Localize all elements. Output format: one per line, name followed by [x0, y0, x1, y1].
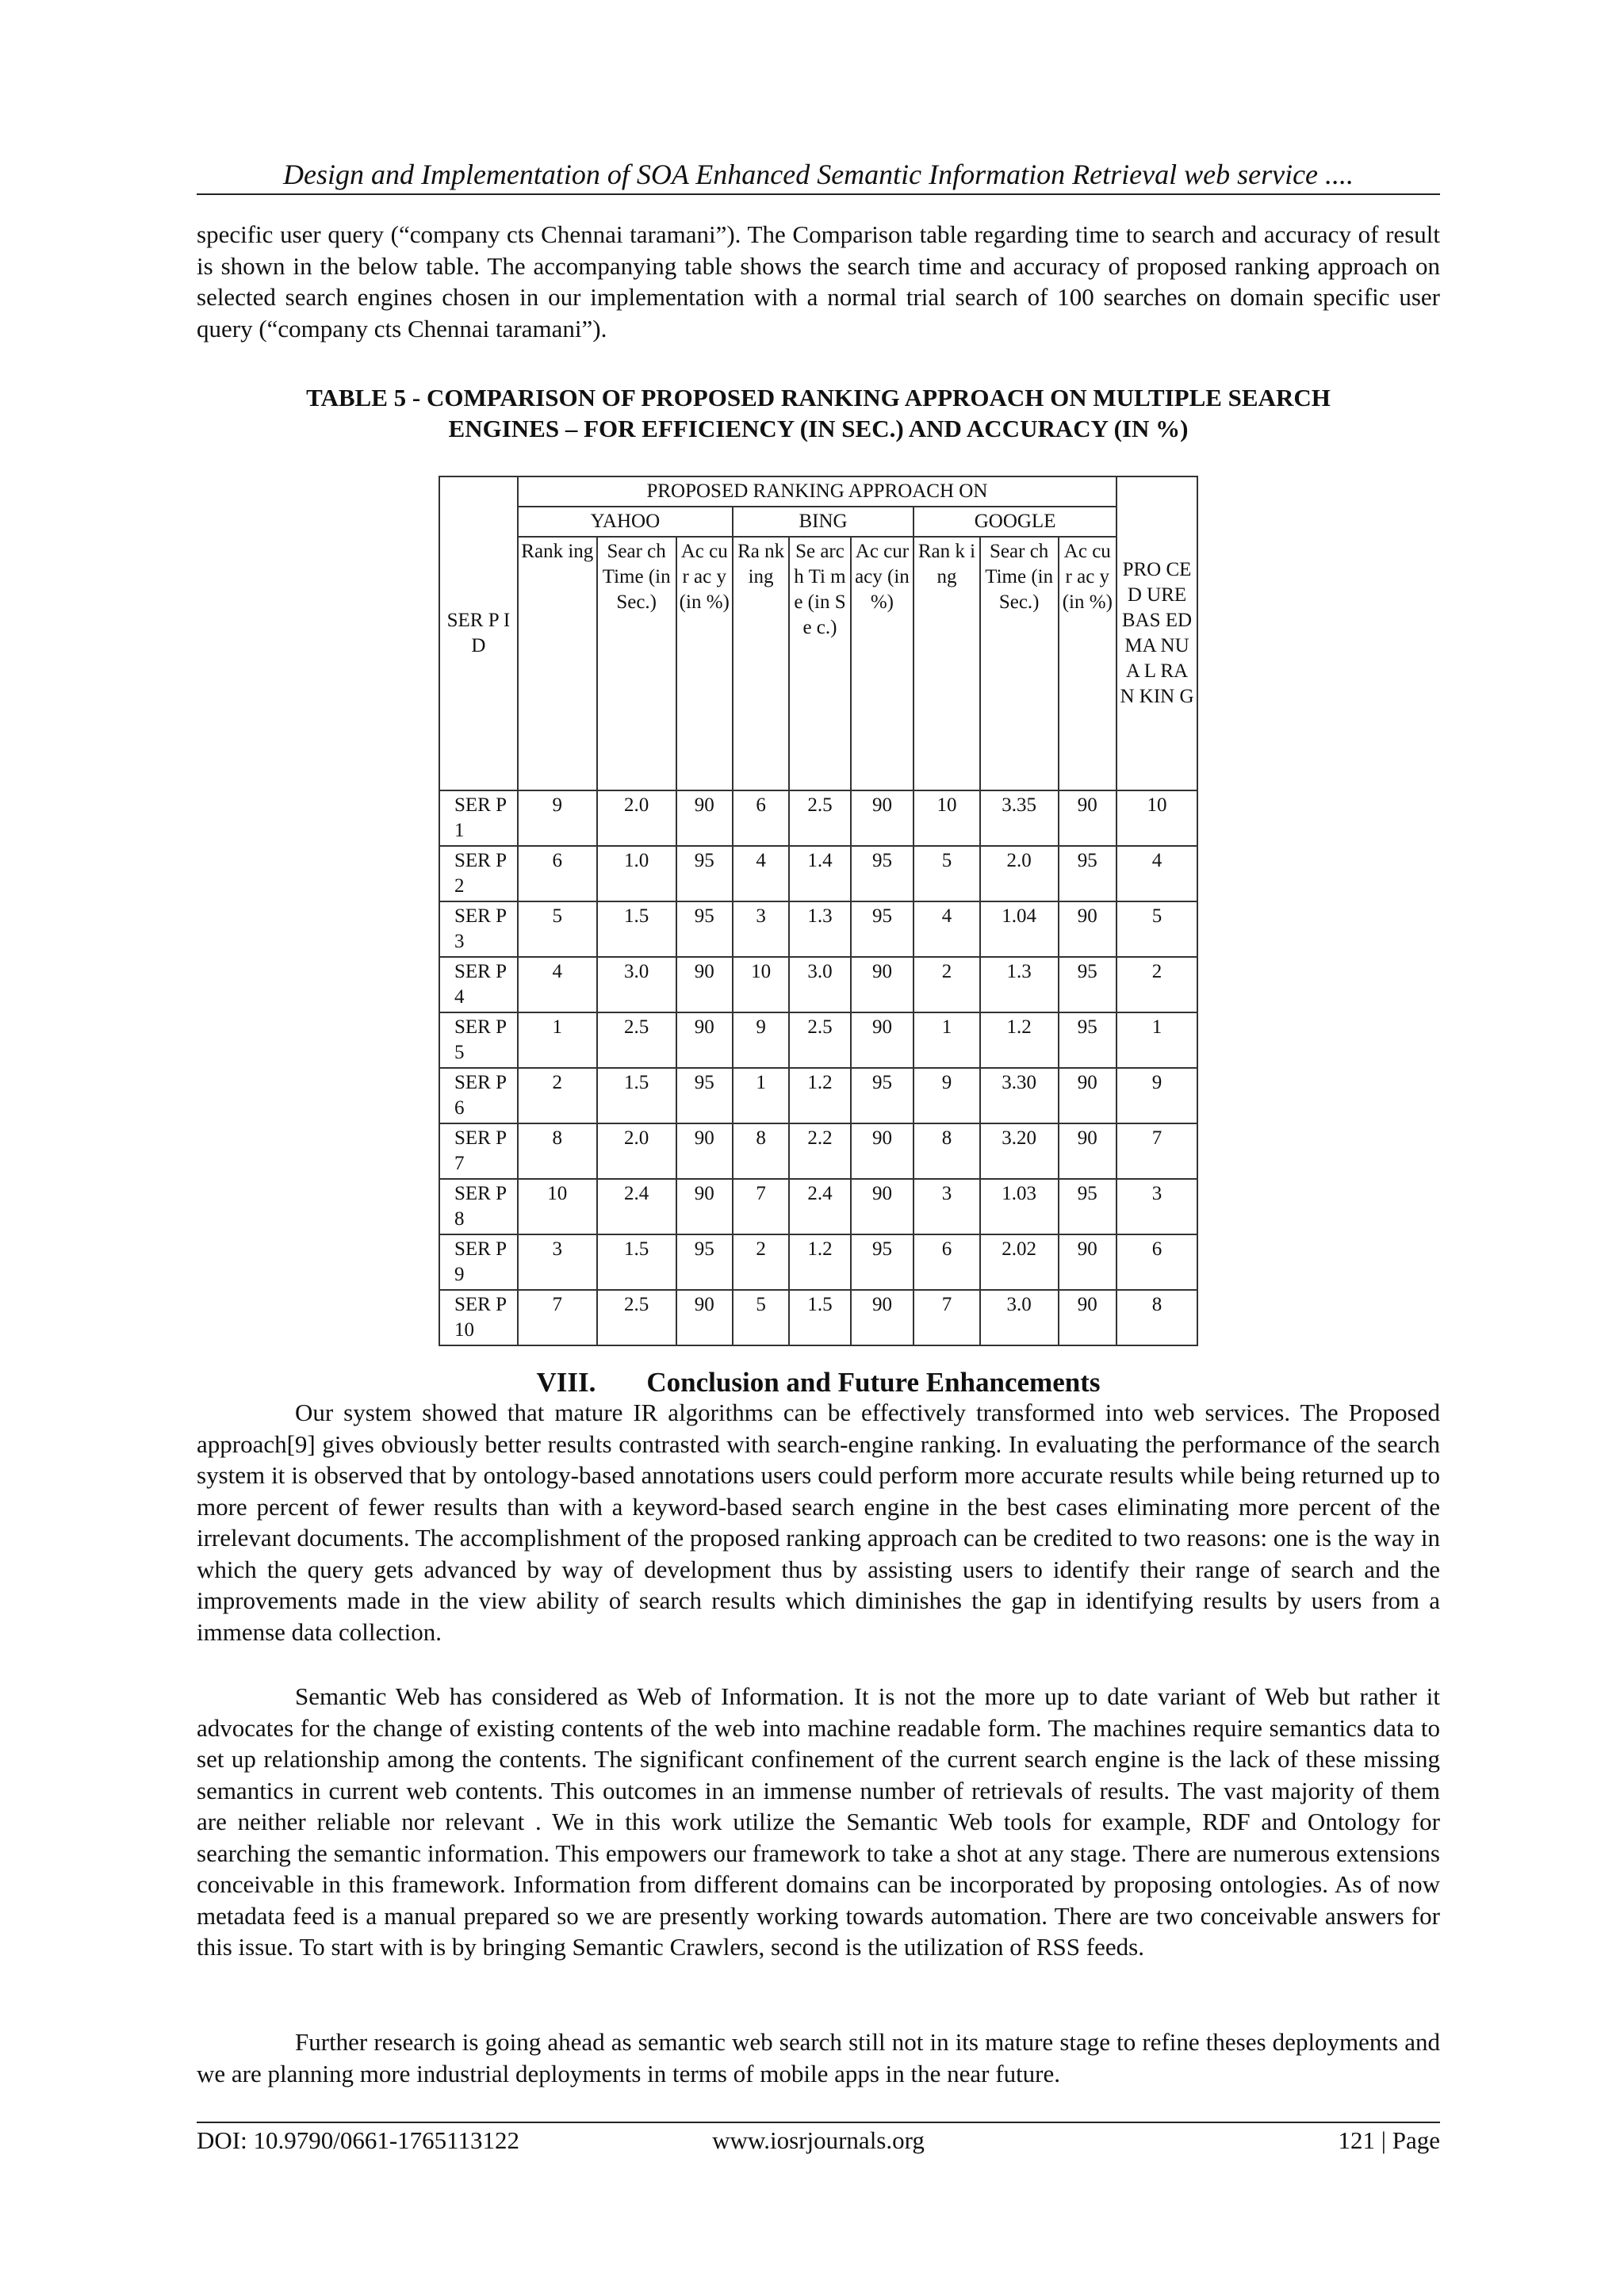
table-cell: 95 — [1059, 846, 1116, 901]
table-cell: 4 — [1116, 846, 1197, 901]
table-body — [439, 790, 1197, 1345]
table-cell: 95 — [1059, 957, 1116, 1012]
table-cell: 95 — [1059, 1179, 1116, 1234]
table-cell: 1.2 — [789, 1234, 850, 1290]
table-cell: 2.0 — [980, 846, 1059, 901]
table-cell: 90 — [851, 1290, 914, 1345]
table-cell: 1 — [1116, 1012, 1197, 1068]
table-cell: 2.0 — [597, 1123, 676, 1179]
table-cell: 5 — [1116, 901, 1197, 957]
table-cell: 1.5 — [597, 1234, 676, 1290]
table-cell: 2.5 — [597, 1290, 676, 1345]
table-cell: 10 — [1116, 790, 1197, 846]
table-cell: 90 — [1059, 1234, 1116, 1290]
serp-id-cell: SER P9 — [439, 1234, 518, 1290]
table-cell: 90 — [1059, 790, 1116, 846]
table-caption-line-2: ENGINES – FOR EFFICIENCY (IN SEC.) AND ACCURACY (IN %) — [448, 415, 1189, 442]
subheader-bing-accuracy: Ac cur acy (in %) — [851, 537, 914, 790]
table-cell: 1.2 — [980, 1012, 1059, 1068]
table-cell: 7 — [518, 1290, 597, 1345]
table-cell: 2.02 — [980, 1234, 1059, 1290]
table-cell: 95 — [1059, 1012, 1116, 1068]
header-rule — [197, 193, 1440, 195]
subheader-google-search-time: Sear ch Time (in Sec.) — [980, 537, 1059, 790]
table-cell: 5 — [518, 901, 597, 957]
table-cell: 3.0 — [597, 957, 676, 1012]
table-cell: 95 — [851, 901, 914, 957]
table-cell: 95 — [676, 1234, 733, 1290]
footer-page-number: 121 | Page — [1338, 2126, 1440, 2154]
table-cell: 1.3 — [789, 901, 850, 957]
subheader-bing-ranking: Ra nk ing — [733, 537, 789, 790]
table-cell: 2 — [733, 1234, 789, 1290]
table-cell: 95 — [851, 846, 914, 901]
table-cell: 1 — [914, 1012, 980, 1068]
subheader-yahoo-ranking: Rank ing — [518, 537, 597, 790]
table-cell: 90 — [676, 1012, 733, 1068]
serp-id-cell: SER P3 — [439, 901, 518, 957]
engine-header-bing: BING — [733, 507, 914, 537]
table-cell: 6 — [914, 1234, 980, 1290]
running-header: Design and Implementation of SOA Enhanced Semantic Information Retrieval web service .... — [282, 159, 1354, 190]
table-cell: 1.5 — [789, 1290, 850, 1345]
table-cell: 2.4 — [597, 1179, 676, 1234]
manual-ranking-header: PRO CED URE BAS ED MA NUA L RAN KIN G — [1116, 476, 1197, 790]
table-cell: 95 — [851, 1234, 914, 1290]
subheader-bing-search-time: Se arc h Ti me (in Se c.) — [789, 537, 850, 790]
table-cell: 10 — [914, 790, 980, 846]
table-row — [439, 1068, 1197, 1123]
table-cell: 90 — [676, 790, 733, 846]
subheader-yahoo-search-time: Sear ch Time (in Sec.) — [597, 537, 676, 790]
table-cell: 8 — [518, 1123, 597, 1179]
paragraph-1: Our system showed that mature IR algorithms can be effectively transformed into web services. The Proposed approach[9] gives obviously better results contrasted with search-engine ranking. In evaluating the performance of the search system it is observed that by ontology-based annotations users could perform more accurate results while being returned up to more percent of fewer results than with a keyword-based search engine in the best cases eliminating more percent of the irrelevant documents. The accomplishment of the proposed ranking approach can be credited to two reasons: one is the way in which the query gets advanced by way of development thus by assisting users to identify their range of search and the improvements made in the view ability of search results which diminishes the gap in identifying results by users from a immense data collection. — [197, 1399, 1440, 1646]
paragraph-3: Further research is going ahead as semantic web search still not in its mature stage to refine theses deployments and we are planning more industrial deployments in terms of mobile apps in the near future. — [197, 2028, 1440, 2087]
table-cell: 90 — [1059, 1123, 1116, 1179]
table-cell: 2.5 — [789, 1012, 850, 1068]
table-cell: 1 — [733, 1068, 789, 1123]
table-cell: 2 — [914, 957, 980, 1012]
table-cell: 1 — [518, 1012, 597, 1068]
serp-id-cell: SER P1 — [439, 790, 518, 846]
table-cell: 3 — [914, 1179, 980, 1234]
table-cell: 9 — [914, 1068, 980, 1123]
table-cell: 8 — [1116, 1290, 1197, 1345]
table-row — [439, 957, 1197, 1012]
subheader-google-accuracy: Ac cur ac y (in %) — [1059, 537, 1116, 790]
serp-id-cell: SER P4 — [439, 957, 518, 1012]
table-cell: 90 — [851, 957, 914, 1012]
table-cell: 6 — [1116, 1234, 1197, 1290]
table-cell: 1.03 — [980, 1179, 1059, 1234]
table-cell: 9 — [1116, 1068, 1197, 1123]
table-caption-line-1: TABLE 5 - COMPARISON OF PROPOSED RANKING APPROACH ON MULTIPLE SEARCH — [306, 384, 1331, 411]
table-cell: 3.30 — [980, 1068, 1059, 1123]
table-cell: 7 — [1116, 1123, 1197, 1179]
table-cell: 2.0 — [597, 790, 676, 846]
table-cell: 4 — [733, 846, 789, 901]
table-cell: 10 — [518, 1179, 597, 1234]
serp-id-header: SER P ID — [439, 476, 518, 790]
comparison-table — [439, 476, 1198, 1346]
section-title: Conclusion and Future Enhancements — [646, 1367, 1101, 1398]
table-cell: 3.0 — [980, 1290, 1059, 1345]
table-cell: 95 — [676, 846, 733, 901]
table-cell: 90 — [676, 1290, 733, 1345]
table-cell: 1.0 — [597, 846, 676, 901]
table-cell: 7 — [914, 1290, 980, 1345]
serp-id-cell: SER P6 — [439, 1068, 518, 1123]
table-row — [439, 1179, 1197, 1234]
table-cell: 8 — [733, 1123, 789, 1179]
table-cell: 1.3 — [980, 957, 1059, 1012]
table-cell: 1.4 — [789, 846, 850, 901]
table-cell: 90 — [676, 957, 733, 1012]
table-cell: 95 — [851, 1068, 914, 1123]
table-cell: 90 — [1059, 901, 1116, 957]
table-row — [439, 1290, 1197, 1345]
table-cell: 2.5 — [789, 790, 850, 846]
table-cell: 2.4 — [789, 1179, 850, 1234]
proposed-approach-header: PROPOSED RANKING APPROACH ON — [518, 476, 1116, 507]
table-cell: 1.04 — [980, 901, 1059, 957]
serp-id-cell: SER P8 — [439, 1179, 518, 1234]
serp-id-cell: SER P7 — [439, 1123, 518, 1179]
table-cell: 1.5 — [597, 1068, 676, 1123]
paragraph-2: Semantic Web has considered as Web of Information. It is not the more up to date variant of Web but rather it advocates for the change of existing contents of the web into machine readable form. The machines require semantics data to set up relationship among the contents. The significant confinement of the current search engine is the lack of these missing semantics in current web contents. This outcomes in an immense number of retrievals of results. The vast majority of them are neither reliable nor relevant . We in this work utilize the Semantic Web tools for example, RDF and Ontology for searching the semantic information. This empowers our framework to take a shot at any stage. There are numerous extensions conceivable in this framework. Information from different domains can be incorporated by proposing ontologies. As of now metadata feed is a manual prepared so we are presently working towards automation. There are two conceivable answers for this issue. To start with is by bringing Semantic Crawlers, second is the utilization of RSS feeds. — [197, 1682, 1440, 1961]
serp-id-cell: SER P2 — [439, 846, 518, 901]
table-cell: 10 — [733, 957, 789, 1012]
table-cell: 9 — [518, 790, 597, 846]
table-cell: 2.5 — [597, 1012, 676, 1068]
table-caption — [197, 382, 1440, 444]
table-row — [439, 901, 1197, 957]
table-cell: 6 — [733, 790, 789, 846]
table-cell: 1.5 — [597, 901, 676, 957]
table-cell: 95 — [676, 901, 733, 957]
subheader-yahoo-accuracy: Ac cur ac y (in %) — [676, 537, 733, 790]
subheader-google-ranking: Ran k ing — [914, 537, 980, 790]
table-row — [439, 1234, 1197, 1290]
table-cell: 3.20 — [980, 1123, 1059, 1179]
table-cell: 2 — [518, 1068, 597, 1123]
table-cell: 95 — [676, 1068, 733, 1123]
table-cell: 90 — [851, 1179, 914, 1234]
table-row — [439, 846, 1197, 901]
table-cell: 90 — [851, 790, 914, 846]
table-cell: 90 — [851, 1012, 914, 1068]
section-heading — [197, 1365, 1440, 1400]
table-cell: 3 — [733, 901, 789, 957]
table-cell: 3.35 — [980, 790, 1059, 846]
engine-header-google: GOOGLE — [914, 507, 1116, 537]
table-cell: 90 — [1059, 1068, 1116, 1123]
table-cell: 90 — [1059, 1290, 1116, 1345]
table-cell: 3 — [518, 1234, 597, 1290]
serp-id-cell: SER P5 — [439, 1012, 518, 1068]
footer-rule — [197, 2122, 1440, 2123]
table-cell: 5 — [733, 1290, 789, 1345]
footer-site: www.iosrjournals.org — [712, 2126, 925, 2154]
table-cell: 2.2 — [789, 1123, 850, 1179]
table-cell: 9 — [733, 1012, 789, 1068]
table-cell: 90 — [851, 1123, 914, 1179]
table-row — [439, 1123, 1197, 1179]
table-cell: 4 — [518, 957, 597, 1012]
table-cell: 5 — [914, 846, 980, 901]
table-cell: 90 — [676, 1123, 733, 1179]
table-cell: 3 — [1116, 1179, 1197, 1234]
table-cell: 8 — [914, 1123, 980, 1179]
footer-doi: DOI: 10.9790/0661-1765113122 — [197, 2126, 519, 2154]
table-cell: 4 — [914, 901, 980, 957]
table-row — [439, 1012, 1197, 1068]
table-row — [439, 790, 1197, 846]
table-cell: 7 — [733, 1179, 789, 1234]
table-cell: 6 — [518, 846, 597, 901]
table-cell: 2 — [1116, 957, 1197, 1012]
engine-header-yahoo: YAHOO — [518, 507, 733, 537]
serp-id-cell: SER P10 — [439, 1290, 518, 1345]
intro-paragraph: specific user query (“company cts Chennai taramani”). The Comparison table regarding time to search and accuracy of result is shown in the below table. The accompanying table shows the search time and accuracy of proposed ranking approach on selected search engines chosen in our implementation with a normal trial search of 100 searches on domain specific user query (“company cts Chennai taramani”). — [197, 220, 1440, 342]
table-cell: 1.2 — [789, 1068, 850, 1123]
table-cell: 90 — [676, 1179, 733, 1234]
section-number: VIII. — [536, 1367, 596, 1398]
table-cell: 3.0 — [789, 957, 850, 1012]
